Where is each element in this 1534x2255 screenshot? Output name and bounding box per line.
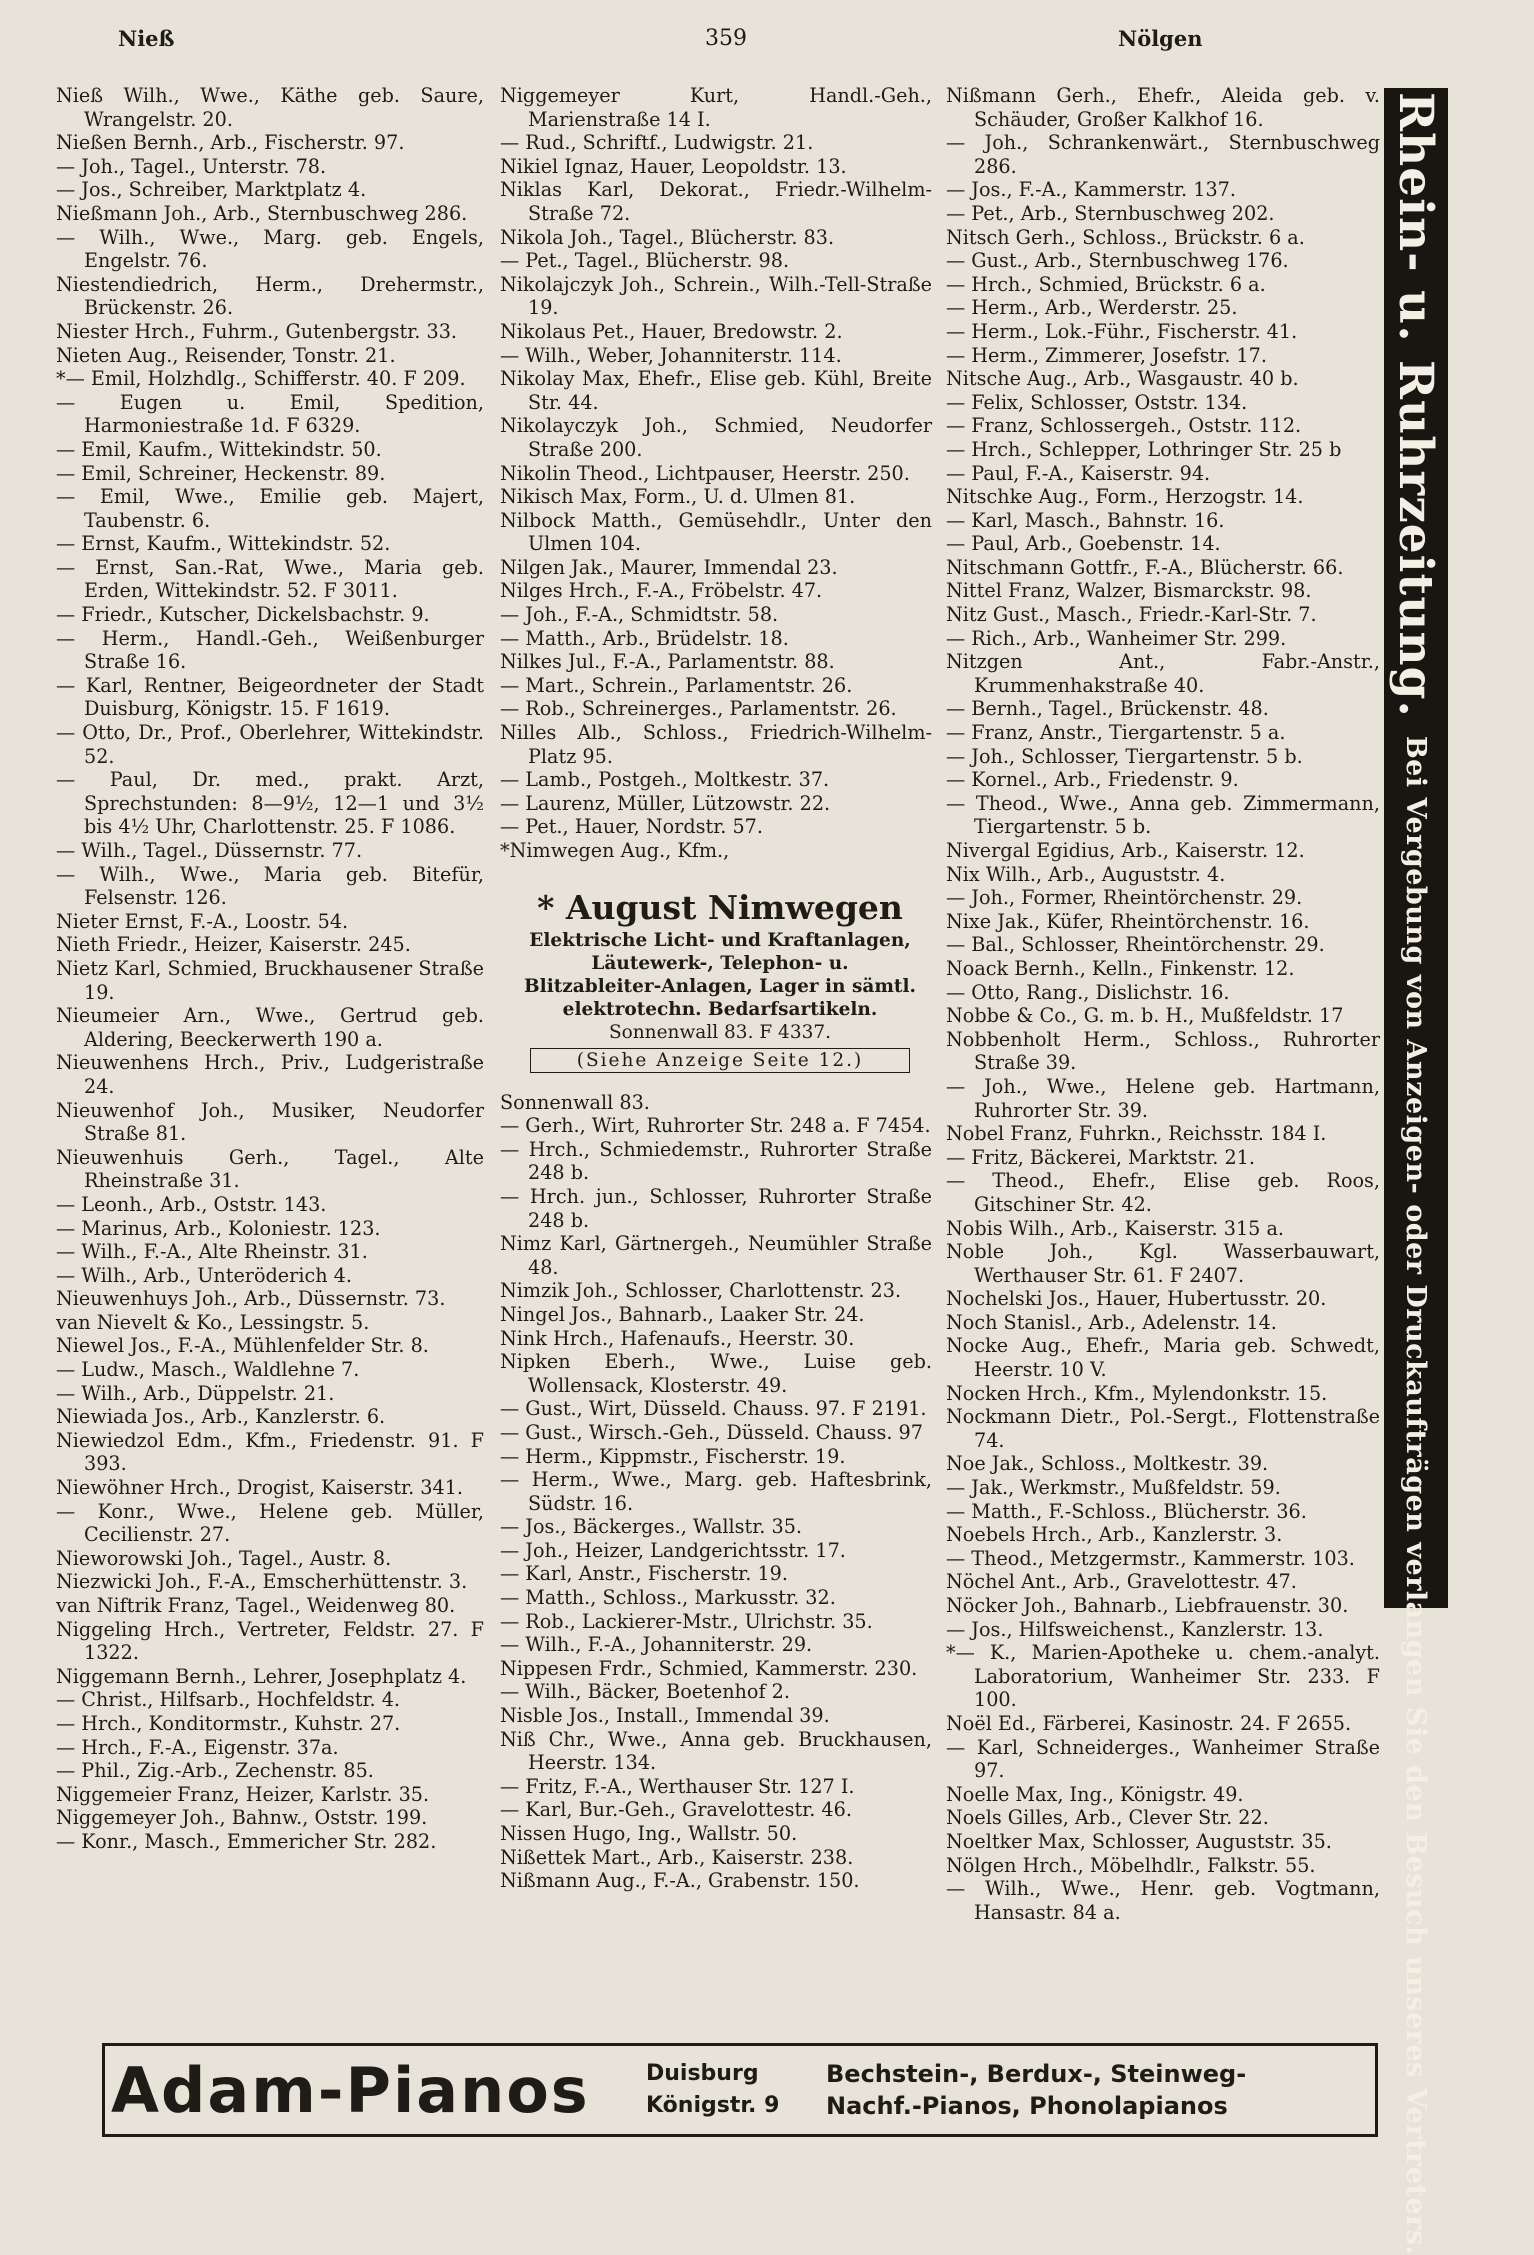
directory-entry: Nobel Franz, Fuhrkn., Reichsstr. 184 I. bbox=[946, 1122, 1327, 1146]
directory-entry: — Marinus, Arb., Koloniestr. 123. bbox=[56, 1216, 381, 1240]
directory-entry: Nixe Jak., Küfer, Rheintörchenstr. 16. bbox=[946, 909, 1310, 933]
banner-brands bbox=[826, 2058, 1375, 2122]
directory-entry: Sonnenwall 83. bbox=[500, 1090, 650, 1114]
directory-entry: Niezwicki Joh., F.-A., Emscherhüttenstr. 3. bbox=[56, 1570, 468, 1594]
directory-entry: — Theod., Metzgermstr., Kammerstr. 103. bbox=[946, 1546, 1355, 1570]
nimwegen-advertisement bbox=[516, 879, 924, 1083]
directory-entry: — Bernh., Tagel., Brückenstr. 48. bbox=[946, 697, 1269, 721]
directory-entry: — Joh., Wwe., Helene geb. Hartmann, Ruhrorter Str. 39. bbox=[946, 1074, 1380, 1122]
sidebar-title: Rhein- u. Ruhrzeitung. bbox=[1388, 92, 1444, 718]
directory-entry: Nießmann Joh., Arb., Sternbuschweg 286. bbox=[56, 201, 468, 225]
directory-entry: Nißettek Mart., Arb., Kaiserstr. 238. bbox=[500, 1845, 854, 1869]
directory-entry: Nobbenholt Herm., Schloss., Ruhrorter Straße 39. bbox=[946, 1027, 1380, 1075]
directory-entry: — Matth., F.-Schloss., Blücherstr. 36. bbox=[946, 1499, 1307, 1523]
directory-entry: — Rud., Schriftf., Ludwigstr. 21. bbox=[500, 131, 814, 155]
banner-location bbox=[646, 2058, 826, 2122]
directory-entry: — Eugen u. Emil, Spedition, Harmoniestraße 1d. F 6329. bbox=[56, 390, 484, 438]
directory-entry: — Hrch. jun., Schlosser, Ruhrorter Straße 248 b. bbox=[500, 1184, 932, 1232]
directory-entry: Niester Hrch., Fuhrm., Gutenbergstr. 33. bbox=[56, 319, 457, 343]
directory-entry: Nitschke Aug., Form., Herzogstr. 14. bbox=[946, 485, 1304, 509]
directory-entry: Nittel Franz, Walzer, Bismarckstr. 98. bbox=[946, 579, 1312, 603]
directory-entry: — Karl, Anstr., Fischerstr. 19. bbox=[500, 1562, 788, 1586]
directory-entry: Nilbock Matth., Gemüsehdlr., Unter den Ulmen 104. bbox=[500, 508, 932, 556]
directory-entry: Nippesen Frdr., Schmied, Kammerstr. 230. bbox=[500, 1656, 918, 1680]
piano-advert-banner bbox=[102, 2043, 1378, 2137]
directory-entry: Noël Ed., Färberei, Kasinostr. 24. F 2655. bbox=[946, 1711, 1352, 1735]
banner-brands-line-1: Bechstein-, Berdux-, Steinweg- bbox=[826, 2060, 1247, 2088]
directory-entry: — Friedr., Kutscher, Dickelsbachstr. 9. bbox=[56, 603, 430, 627]
directory-entry: — Fritz, Bäckerei, Marktstr. 21. bbox=[946, 1145, 1255, 1169]
directory-entry: — Jos., Bäckerges., Wallstr. 35. bbox=[500, 1515, 802, 1539]
directory-entry: — Joh., Tagel., Unterstr. 78. bbox=[56, 154, 327, 178]
directory-entry: — Hrch., Schmiedemstr., Ruhrorter Straße 248 b. bbox=[500, 1137, 932, 1185]
directory-entry: — Konr., Wwe., Helene geb. Müller, Cecilienstr. 27. bbox=[56, 1499, 484, 1547]
header-right-keyword: Nölgen bbox=[1118, 26, 1203, 51]
directory-entry: — Otto, Rang., Dislichstr. 16. bbox=[946, 980, 1230, 1004]
directory-entry: — Franz, Schlossergeh., Oststr. 112. bbox=[946, 414, 1302, 438]
directory-entry: Nipken Eberh., Wwe., Luise geb. Wollensack, Klosterstr. 49. bbox=[500, 1350, 932, 1397]
directory-entry: — Joh., Heizer, Landgerichtsstr. 17. bbox=[500, 1538, 846, 1562]
directory-entry: Nikola Joh., Tagel., Blücherstr. 83. bbox=[500, 225, 835, 249]
directory-entry: — Franz, Anstr., Tiergartenstr. 5 a. bbox=[946, 721, 1286, 745]
directory-entry: — Pet., Hauer, Nordstr. 57. bbox=[500, 815, 763, 839]
directory-entry: — Rich., Arb., Wanheimer Str. 299. bbox=[946, 626, 1287, 650]
directory-entry: Nix Wilh., Arb., Auguststr. 4. bbox=[946, 862, 1226, 886]
directory-entry: — Herm., Wwe., Marg. geb. Haftesbrink, Südstr. 16. bbox=[500, 1468, 932, 1515]
directory-entry: — Joh., F.-A., Schmidtstr. 58. bbox=[500, 603, 779, 627]
directory-entry: Nikisch Max, Form., U. d. Ulmen 81. bbox=[500, 485, 856, 509]
directory-entry: — Jos., F.-A., Kammerstr. 137. bbox=[946, 178, 1236, 202]
directory-entry: Nitsch Gerh., Schloss., Brückstr. 6 a. bbox=[946, 225, 1305, 249]
directory-entry: Niklas Karl, Dekorat., Friedr.-Wilhelm-Straße 72. bbox=[500, 178, 932, 225]
directory-entry: Nieuwenhuys Joh., Arb., Düssernstr. 73. bbox=[56, 1287, 446, 1311]
ad-body: Elektrische Licht- und Kraftanlagen, Läutewerk-, Telephon- u. Blitzableiter-Anlagen, Lager in sämtl. elektrotechn. Bedarfsartikeln. bbox=[524, 929, 916, 1020]
directory-entry: — Hrch., Konditormstr., Kuhstr. 27. bbox=[56, 1711, 401, 1735]
directory-entry: — Lamb., Postgeh., Moltkestr. 37. bbox=[500, 768, 830, 792]
directory-entry: Nikolajczyk Joh., Schrein., Wilh.-Tell-Straße 19. bbox=[500, 272, 932, 320]
directory-entry: — Emil, Schreiner, Heckenstr. 89. bbox=[56, 461, 386, 485]
directory-entry: Nilles Alb., Schloss., Friedrich-Wilhelm-Platz 95. bbox=[500, 721, 932, 768]
directory-entry: — Pet., Tagel., Blücherstr. 98. bbox=[500, 249, 790, 273]
directory-entry: — Wilh., Arb., Unteröderich 4. bbox=[56, 1263, 352, 1287]
directory-entry: Nitsche Aug., Arb., Wasgaustr. 40 b. bbox=[946, 367, 1299, 391]
sidebar-text: Bei Vergebung von Anzeigen- oder Druckaufträgen verlangen Sie den Besuch unseres Vertreters. bbox=[1400, 735, 1432, 2255]
directory-entry: — Theod., Wwe., Anna geb. Zimmermann, Tiergartenstr. 5 b. bbox=[946, 791, 1380, 839]
directory-entry: — Hrch., Schmied, Brückstr. 6 a. bbox=[946, 272, 1266, 296]
directory-entry: Nocke Aug., Ehefr., Maria geb. Schwedt, Heerstr. 10 V. bbox=[946, 1334, 1380, 1382]
directory-entry: Niggemeyer Joh., Bahnw., Oststr. 199. bbox=[56, 1806, 428, 1830]
directory-entry: *— Emil, Holzhdlg., Schifferstr. 40. F 209. bbox=[56, 367, 466, 391]
directory-entry: — Kornel., Arb., Friedenstr. 9. bbox=[946, 768, 1239, 792]
directory-entry: — Karl, Masch., Bahnstr. 16. bbox=[946, 508, 1225, 532]
directory-entry: — Theod., Ehefr., Elise geb. Roos, Gitschiner Str. 42. bbox=[946, 1169, 1380, 1216]
directory-entry: Nitschmann Gottfr., F.-A., Blücherstr. 66. bbox=[946, 555, 1344, 579]
directory-entry: Niewöhner Hrch., Drogist, Kaiserstr. 341. bbox=[56, 1476, 464, 1500]
directory-entry: — Bal., Schlosser, Rheintörchenstr. 29. bbox=[946, 933, 1325, 957]
directory-entry: Noels Gilles, Arb., Clever Str. 22. bbox=[946, 1806, 1269, 1830]
directory-entry: — Emil, Wwe., Emilie geb. Majert, Taubenstr. 6. bbox=[56, 485, 484, 532]
directory-entry: Niewel Jos., F.-A., Mühlenfelder Str. 8. bbox=[56, 1334, 429, 1358]
directory-entry: Noelle Max, Ing., Königstr. 49. bbox=[946, 1782, 1244, 1806]
directory-entry: Nieth Friedr., Heizer, Kaiserstr. 245. bbox=[56, 933, 411, 957]
directory-entry: Niggemeyer Kurt, Handl.-Geh., Marienstraße 14 I. bbox=[500, 84, 932, 131]
page-number: 359 bbox=[705, 26, 747, 51]
directory-entry: — Pet., Arb., Sternbuschweg 202. bbox=[946, 201, 1275, 225]
directory-entry: Nieuwenhof Joh., Musiker, Neudorfer Straße 81. bbox=[56, 1098, 484, 1146]
directory-entry: Nikolaus Pet., Hauer, Bredowstr. 2. bbox=[500, 319, 843, 343]
directory-entry: — Hrch., F.-A., Eigenstr. 37a. bbox=[56, 1735, 339, 1759]
directory-entry: — Ludw., Masch., Waldlehne 7. bbox=[56, 1358, 360, 1382]
directory-entry: Noack Bernh., Kelln., Finkenstr. 12. bbox=[946, 956, 1295, 980]
directory-entry: — Felix, Schlosser, Oststr. 134. bbox=[946, 390, 1248, 414]
banner-city: Duisburg bbox=[646, 2061, 759, 2086]
directory-column-3 bbox=[946, 84, 1380, 1924]
directory-entry: — Wilh., Bäcker, Boetenhof 2. bbox=[500, 1680, 790, 1704]
directory-column-2 bbox=[500, 84, 932, 1893]
directory-entry: Nieten Aug., Reisender, Tonstr. 21. bbox=[56, 343, 396, 367]
directory-entry: Nink Hrch., Hafenaufs., Heerstr. 30. bbox=[500, 1326, 855, 1350]
directory-entry: — Rob., Schreinerges., Parlamentstr. 26. bbox=[500, 697, 897, 721]
directory-entry: — Matth., Arb., Brüdelstr. 18. bbox=[500, 626, 789, 650]
directory-entry: — Paul, Arb., Goebenstr. 14. bbox=[946, 532, 1221, 556]
directory-entry: Nilges Hrch., F.-A., Fröbelstr. 47. bbox=[500, 579, 823, 603]
directory-entry: Nisble Jos., Install., Immendal 39. bbox=[500, 1704, 830, 1728]
directory-entry: *Nimwegen Aug., Kfm., bbox=[500, 839, 730, 862]
directory-entry: — Hrch., Schlepper, Lothringer Str. 25 b bbox=[946, 437, 1342, 461]
directory-entry: Nieter Ernst, F.-A., Loostr. 54. bbox=[56, 909, 349, 933]
directory-entry: Nikiel Ignaz, Hauer, Leopoldstr. 13. bbox=[500, 154, 847, 178]
directory-entry: Niestendiedrich, Herm., Drehermstr., Brückenstr. 26. bbox=[56, 272, 484, 320]
directory-entry: Nikolay Max, Ehefr., Elise geb. Kühl, Breite Str. 44. bbox=[500, 367, 932, 414]
directory-entry: Nikolin Theod., Lichtpauser, Heerstr. 250. bbox=[500, 461, 910, 485]
directory-entry: Nikolayczyk Joh., Schmied, Neudorfer Straße 200. bbox=[500, 414, 932, 461]
header-left-keyword: Nieß bbox=[118, 26, 175, 51]
directory-entry: Nochelski Jos., Hauer, Hubertusstr. 20. bbox=[946, 1287, 1327, 1311]
directory-entry: — Wilh., Arb., Düppelstr. 21. bbox=[56, 1381, 335, 1405]
directory-entry: — Otto, Dr., Prof., Oberlehrer, Wittekindstr. 52. bbox=[56, 721, 484, 768]
directory-entry: Nieworowski Joh., Tagel., Austr. 8. bbox=[56, 1546, 392, 1570]
column-2-entries-top bbox=[500, 84, 932, 863]
directory-entry: — Mart., Schrein., Parlamentstr. 26. bbox=[500, 673, 853, 697]
directory-entry: — Paul, Dr. med., prakt. Arzt, Sprechstunden: 8—9½, 12—1 und 3½ bis 4½ Uhr, Charlottenstr. 25. F 1086. bbox=[56, 768, 484, 839]
directory-entry: — Wilh., Wwe., Henr. geb. Vogtmann, Hansastr. 84 a. bbox=[946, 1877, 1380, 1924]
directory-entry: — Joh., Schrankenwärt., Sternbuschweg 286. bbox=[946, 131, 1380, 178]
directory-entry: — Matth., Schloss., Markusstr. 32. bbox=[500, 1586, 836, 1610]
directory-entry: *— K., Marien-Apotheke u. chem.-analyt. Laboratorium, Wanheimer Str. 233. F 100. bbox=[946, 1641, 1380, 1712]
directory-entry: — Paul, F.-A., Kaiserstr. 94. bbox=[946, 461, 1211, 485]
directory-entry: — Phil., Zig.-Arb., Zechenstr. 85. bbox=[56, 1759, 374, 1783]
directory-entry: Nißmann Aug., F.-A., Grabenstr. 150. bbox=[500, 1869, 860, 1893]
directory-entry: Nitzgen Ant., Fabr.-Anstr., Krummenhakstraße 40. bbox=[946, 650, 1380, 697]
directory-entry: — Rob., Lackierer-Mstr., Ulrichstr. 35. bbox=[500, 1609, 873, 1633]
directory-entry: Nieumeier Arn., Wwe., Gertrud geb. Aldering, Beeckerwerth 190 a. bbox=[56, 1004, 484, 1051]
directory-entry: — Christ., Hilfsarb., Hochfeldstr. 4. bbox=[56, 1688, 401, 1712]
directory-entry: Nimz Karl, Gärtnergeh., Neumühler Straße 48. bbox=[500, 1232, 932, 1279]
directory-entry: — Herm., Kippmstr., Fischerstr. 19. bbox=[500, 1444, 846, 1468]
directory-entry: — Wilh., F.-A., Johanniterstr. 29. bbox=[500, 1633, 813, 1657]
directory-entry: Nietz Karl, Schmied, Bruckhausener Straße 19. bbox=[56, 956, 484, 1004]
directory-entry: Nocken Hrch., Kfm., Mylendonkstr. 15. bbox=[946, 1381, 1328, 1405]
directory-entry: — Gerh., Wirt, Ruhrorter Str. 248 a. F 7454. bbox=[500, 1114, 931, 1138]
directory-entry: Nobis Wilh., Arb., Kaiserstr. 315 a. bbox=[946, 1216, 1284, 1240]
directory-entry: Nockmann Dietr., Pol.-Sergt., Flottenstraße 74. bbox=[946, 1405, 1380, 1452]
directory-entry: — Jak., Werkmstr., Mußfeldstr. 59. bbox=[946, 1476, 1281, 1500]
directory-entry: Noeltker Max, Schlosser, Auguststr. 35. bbox=[946, 1829, 1332, 1853]
directory-entry: — Leonh., Arb., Oststr. 143. bbox=[56, 1192, 327, 1216]
directory-entry: Nölgen Hrch., Möbelhdlr., Falkstr. 55. bbox=[946, 1853, 1316, 1877]
directory-entry: Nöcker Joh., Bahnarb., Liebfrauenstr. 30. bbox=[946, 1594, 1349, 1617]
directory-entry: van Nievelt & Ko., Lessingstr. 5. bbox=[56, 1310, 370, 1334]
directory-entry: — Joh., Schlosser, Tiergartenstr. 5 b. bbox=[946, 744, 1303, 768]
banner-brands-line-2: Nachf.-Pianos, Phonolapianos bbox=[826, 2092, 1228, 2120]
directory-entry: Noebels Hrch., Arb., Kanzlerstr. 3. bbox=[946, 1523, 1283, 1547]
ad-address: Sonnenwall 83. F 4337. bbox=[608, 1021, 832, 1043]
directory-entry: — Emil, Kaufm., Wittekindstr. 50. bbox=[56, 437, 382, 461]
directory-entry: — Herm., Zimmerer, Josefstr. 17. bbox=[946, 343, 1267, 367]
directory-entry: — Laurenz, Müller, Lützowstr. 22. bbox=[500, 791, 831, 815]
directory-entry: — Jos., Hilfsweichenst., Kanzlerstr. 13. bbox=[946, 1617, 1324, 1641]
directory-entry: Nießen Bernh., Arb., Fischerstr. 97. bbox=[56, 131, 405, 155]
directory-entry: — Wilh., Wwe., Maria geb. Bitefür, Felsenstr. 126. bbox=[56, 862, 484, 910]
directory-entry: Nieß Wilh., Wwe., Käthe geb. Saure, Wrangelstr. 20. bbox=[56, 84, 484, 131]
directory-entry: van Niftrik Franz, Tagel., Weidenweg 80. bbox=[56, 1594, 456, 1617]
directory-column-1 bbox=[56, 84, 484, 1854]
directory-entry: — Herm., Lok.-Führ., Fischerstr. 41. bbox=[946, 319, 1298, 343]
directory-entry: — Gust., Arb., Sternbuschweg 176. bbox=[946, 249, 1289, 273]
column-2-entries-bottom bbox=[500, 1091, 932, 1893]
directory-entry: — Wilh., Wwe., Marg. geb. Engels, Engelstr. 76. bbox=[56, 225, 484, 273]
directory-entry: Niggemeier Franz, Heizer, Karlstr. 35. bbox=[56, 1782, 430, 1806]
directory-entry: Niewiada Jos., Arb., Kanzlerstr. 6. bbox=[56, 1405, 386, 1429]
banner-address: Königstr. 9 bbox=[646, 2093, 780, 2118]
directory-entry: — Herm., Handl.-Geh., Weißenburger Straße 16. bbox=[56, 626, 484, 674]
directory-entry: Nieuwenhuis Gerh., Tagel., Alte Rheinstraße 31. bbox=[56, 1145, 484, 1193]
directory-entry: Niggeling Hrch., Vertreter, Feldstr. 27. F 1322. bbox=[56, 1617, 484, 1665]
directory-entry: — Wilh., Tagel., Düssernstr. 77. bbox=[56, 839, 363, 862]
directory-entry: Nivergal Egidius, Arb., Kaiserstr. 12. bbox=[946, 839, 1305, 862]
directory-entry: Nißmann Gerh., Ehefr., Aleida geb. v. Schäuder, Großer Kalkhof 16. bbox=[946, 84, 1380, 131]
directory-entry: Nöchel Ant., Arb., Gravelottestr. 47. bbox=[946, 1570, 1297, 1594]
directory-entry: Nobbe & Co., G. m. b. H., Mußfeldstr. 17 bbox=[946, 1004, 1344, 1028]
directory-entry: — Gust., Wirt, Düsseld. Chauss. 97. F 2191. bbox=[500, 1397, 927, 1421]
directory-entry: Nissen Hugo, Ing., Wallstr. 50. bbox=[500, 1822, 798, 1845]
directory-entry: Nitz Gust., Masch., Friedr.-Karl-Str. 7. bbox=[946, 603, 1317, 627]
directory-entry: — Ernst, San.-Rat, Wwe., Maria geb. Erden, Wittekindstr. 52. F 3011. bbox=[56, 555, 484, 603]
banner-brand: Adam-Pianos bbox=[111, 2053, 590, 2127]
directory-entry: Noe Jak., Schloss., Moltkestr. 39. bbox=[946, 1452, 1269, 1476]
directory-entry: Niggemann Bernh., Lehrer, Josephplatz 4. bbox=[56, 1664, 467, 1688]
directory-entry: — Joh., Former, Rheintörchenstr. 29. bbox=[946, 886, 1303, 910]
directory-entry: — Jos., Schreiber, Marktplatz 4. bbox=[56, 178, 367, 202]
directory-entry: Noch Stanisl., Arb., Adelenstr. 14. bbox=[946, 1310, 1277, 1334]
directory-entry: — Konr., Masch., Emmericher Str. 282. bbox=[56, 1829, 437, 1853]
directory-entry: Nieuwenhens Hrch., Priv., Ludgeristraße 24. bbox=[56, 1051, 484, 1098]
directory-entry: — Herm., Arb., Werderstr. 25. bbox=[946, 296, 1238, 320]
directory-entry: Niewiedzol Edm., Kfm., Friedenstr. 91. F 393. bbox=[56, 1428, 484, 1476]
directory-entry: — Karl, Bur.-Geh., Gravelottestr. 46. bbox=[500, 1798, 852, 1822]
directory-entry: Noble Joh., Kgl. Wasserbauwart, Werthauser Str. 61. F 2407. bbox=[946, 1240, 1380, 1287]
ad-title: * August Nimwegen bbox=[537, 887, 903, 927]
sidebar-advert bbox=[1384, 92, 1448, 2255]
ad-reference: (Siehe Anzeige Seite 12.) bbox=[530, 1048, 910, 1073]
directory-entry: Nilkes Jul., F.-A., Parlamentstr. 88. bbox=[500, 650, 835, 674]
directory-entry: — Karl, Schneiderges., Wanheimer Straße 97. bbox=[946, 1735, 1380, 1783]
directory-entry: — Fritz, F.-A., Werthauser Str. 127 I. bbox=[500, 1774, 855, 1798]
directory-entry: — Wilh., F.-A., Alte Rheinstr. 31. bbox=[56, 1240, 368, 1264]
directory-entry: — Gust., Wirsch.-Geh., Düsseld. Chauss. 97 bbox=[500, 1420, 923, 1444]
directory-entry: — Wilh., Weber, Johanniterstr. 114. bbox=[500, 343, 842, 367]
directory-entry: Nimzik Joh., Schlosser, Charlottenstr. 23. bbox=[500, 1279, 902, 1303]
directory-entry: — Ernst, Kaufm., Wittekindstr. 52. bbox=[56, 532, 391, 556]
directory-entry: Nilgen Jak., Maurer, Immendal 23. bbox=[500, 555, 838, 579]
directory-entry: Ningel Jos., Bahnarb., Laaker Str. 24. bbox=[500, 1302, 865, 1326]
directory-entry: — Karl, Rentner, Beigeordneter der Stadt Duisburg, Königstr. 15. F 1619. bbox=[56, 673, 484, 721]
directory-entry: Niß Chr., Wwe., Anna geb. Bruckhausen, Heerstr. 134. bbox=[500, 1727, 932, 1775]
